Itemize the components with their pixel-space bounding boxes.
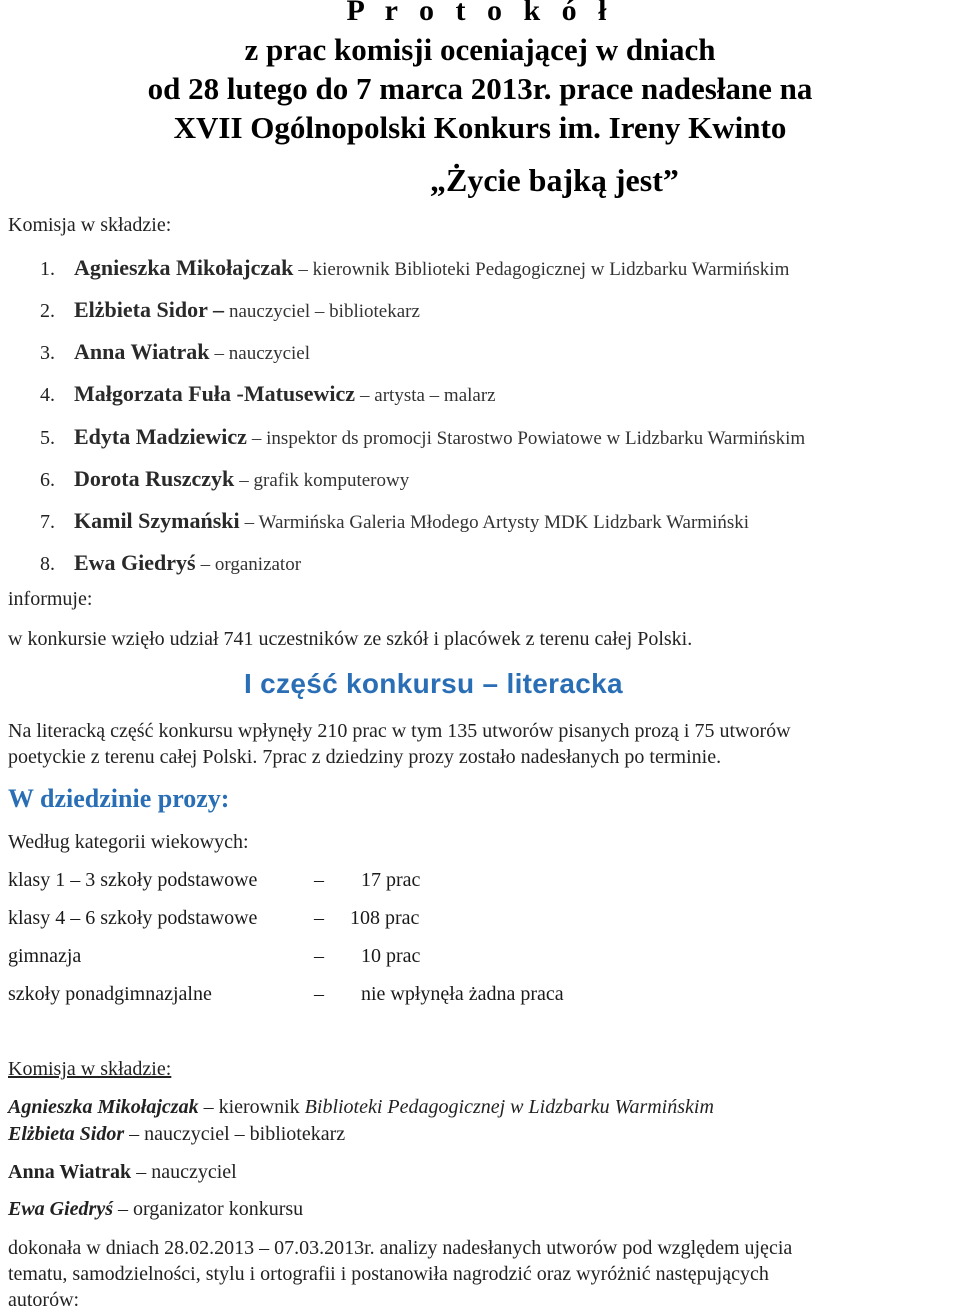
footer-member-name: Anna Wiatrak [8,1161,132,1183]
informs-label: informuje: [8,588,93,610]
section-heading: I część konkursu – literacka [244,668,623,699]
category-label: szkoły ponadgimnazjalne [8,983,212,1005]
category-value: 108 prac [350,907,420,929]
commission-label: Komisja w składzie: [8,214,172,236]
category-value: 17 prac [361,869,421,891]
member-name: Kamil Szymański [74,508,240,533]
literary-paragraph-line-2: poetyckie z terenu całej Polski. 7prac z dziedziny prozy zostało nadesłanych po terminie. [8,746,722,768]
footer-member-line: Anna Wiatrak – nauczyciel [8,1161,237,1183]
member-name: Anna Wiatrak [74,339,210,364]
member-item: 7. Kamil Szymański – Warmińska Galeria Młodego Artysty MDK Lidzbark Warmiński [40,508,750,533]
member-name: Agnieszka Mikołajczak [74,255,294,280]
category-dash: – [314,869,324,891]
member-item: 8. Ewa Giedryś – organizator [40,550,302,575]
category-label: klasy 1 – 3 szkoły podstawowe [8,869,258,891]
member-role: – artysta – malarz [360,385,496,406]
member-role: – nauczyciel [214,343,310,364]
member-name: Małgorzata Fuła -Matusewicz [74,381,356,406]
participants-text: w konkursie wzięło udział 741 uczestników ze szkół i placówek z terenu całej Polski. [8,628,693,650]
member-item: 2. Elżbieta Sidor – nauczyciel – bibliotekarz [40,297,420,322]
footer-member-name: Ewa Giedryś [8,1198,113,1220]
member-item: 5. Edyta Madziewicz – inspektor ds promocji Starostwo Powiatowe w Lidzbarku Warmińskim [40,424,806,449]
member-item: 1. Agnieszka Mikołajczak – kierownik Biblioteki Pedagogicznej w Lidzbarku Warmińskim [40,255,790,280]
footer-member-name: Agnieszka Mikołajczak [8,1096,199,1118]
member-name: Elżbieta Sidor – [74,297,224,322]
member-item: 4. Małgorzata Fuła -Matusewicz – artysta – malarz [40,381,496,406]
member-name: Edyta Madziewicz [74,424,247,449]
category-dash: – [314,983,324,1005]
category-label: klasy 4 – 6 szkoły podstawowe [8,907,258,929]
category-value: 10 prac [361,945,421,967]
closing-line-3: autorów: [8,1289,80,1311]
document-title: P r o t o k ó ł [346,0,614,27]
closing-line-1: dokonała w dniach 28.02.2013 – 07.03.2013r. analizy nadesłanych utworów pod względem ujęcia [8,1237,793,1259]
member-name: Ewa Giedryś [74,550,196,575]
member-role: – organizator [200,554,302,575]
prose-heading: W dziedzinie prozy: [8,784,230,813]
footer-member-line: Elżbieta Sidor – nauczyciel – bibliotekarz [8,1123,346,1145]
title-line-4: XVII Ogólnopolski Konkurs im. Ireny Kwinto [173,110,787,145]
category-value: nie wpłynęła żadna praca [361,983,564,1005]
literary-paragraph-line-1: Na literacką część konkursu wpłynęły 210 prac w tym 135 utworów pisanych prozą i 75 utworów [8,720,791,742]
closing-line-2: tematu, samodzielności, stylu i ortografii i postanowiła nagrodzić oraz wyróżnić następujących [8,1263,769,1285]
contest-motto: „Życie bajką jest” [430,162,679,198]
footer-member-line: Ewa Giedryś – organizator konkursu [8,1198,304,1220]
age-categories-label: Według kategorii wiekowych: [8,831,249,853]
title-line-3: od 28 lutego do 7 marca 2013r. prace nadesłane na [147,71,813,106]
member-name: Dorota Ruszczyk [74,466,235,491]
title-line-2: z prac komisji oceniającej w dniach [244,32,716,67]
member-role: nauczyciel – bibliotekarz [228,301,420,322]
footer-member-line: Agnieszka Mikołajczak – kierownik Biblioteki Pedagogicznej w Lidzbarku Warmińskim [8,1096,714,1118]
footer-member-name: Elżbieta Sidor [8,1123,125,1145]
member-role: – kierownik Biblioteki Pedagogicznej w Lidzbarku Warmińskim [298,259,790,280]
category-label: gimnazja [8,945,82,967]
member-role: – inspektor ds promocji Starostwo Powiatowe w Lidzbarku Warmińskim [251,428,806,449]
member-item: 3. Anna Wiatrak – nauczyciel [40,339,310,364]
member-role: – Warmińska Galeria Młodego Artysty MDK Lidzbark Warmiński [244,512,750,533]
member-role: – grafik komputerowy [239,470,410,491]
category-dash: – [314,945,324,967]
member-item: 6. Dorota Ruszczyk – grafik komputerowy [40,466,410,491]
category-dash: – [314,907,324,929]
footer-commission-label: Komisja w składzie: [8,1058,172,1080]
